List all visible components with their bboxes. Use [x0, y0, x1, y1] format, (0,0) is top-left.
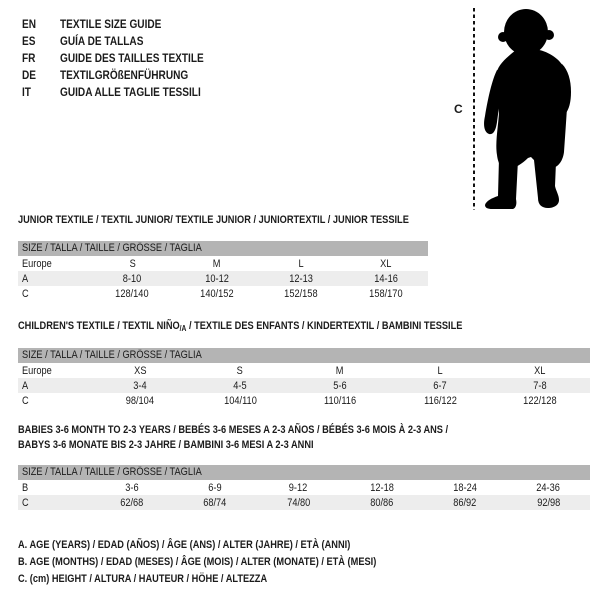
row-label-cell: A	[22, 272, 29, 285]
size-table	[18, 363, 590, 408]
value-cell: 98/104	[125, 394, 155, 407]
value-cell: 110/116	[323, 394, 357, 407]
language-row	[22, 84, 231, 101]
size-table-wrap	[18, 465, 590, 510]
value-cell: 24-36	[536, 481, 561, 494]
value-cell: 6-9	[208, 481, 222, 494]
value-cell: 7-8	[533, 379, 547, 392]
value-cell: 152/158	[284, 287, 318, 300]
value-cell: 9-12	[289, 481, 308, 494]
table-row	[18, 363, 590, 378]
value-cell: 12-18	[369, 481, 394, 494]
value-cell: XS	[133, 364, 147, 377]
value-cell: 18-24	[453, 481, 477, 494]
language-label: TEXTILE SIZE GUIDE	[60, 17, 162, 31]
value-cell: 116/122	[423, 394, 457, 407]
language-label: TEXTILGRÖßENFÜHRUNG	[60, 68, 189, 82]
value-cell: L	[437, 364, 443, 377]
value-cell: 158/170	[369, 287, 403, 300]
value-cell: 14-16	[373, 272, 398, 285]
size-table-header: SIZE / TALLA / TAILLE / GRÖSSE / TAGLIA	[18, 348, 590, 363]
size-table	[18, 256, 428, 301]
language-row	[22, 33, 231, 50]
size-table-wrap	[18, 241, 428, 301]
footnote-line: C. (cm) HEIGHT / ALTURA / HAUTEUR / HÖHE / ALTEZZA	[18, 573, 268, 585]
section-babies	[18, 423, 590, 510]
value-cell: 12-13	[289, 272, 314, 285]
footnotes	[18, 537, 445, 588]
value-cell: 68/74	[203, 496, 227, 509]
value-cell: 74/80	[286, 496, 310, 509]
value-cell: 5-6	[333, 379, 347, 392]
row-label-cell: C	[22, 496, 29, 509]
size-table-wrap	[18, 348, 590, 408]
language-row	[22, 50, 231, 67]
language-label: GUIDE DES TAILLES TEXTILE	[60, 51, 204, 65]
language-list	[22, 16, 231, 101]
subscript-text: /A	[179, 324, 187, 333]
value-cell: XL	[534, 364, 546, 377]
value-cell: 104/110	[223, 394, 257, 407]
height-measure-label: C	[454, 102, 463, 116]
value-cell: 86/92	[453, 496, 477, 509]
value-cell: S	[236, 364, 244, 377]
row-label-cell: Europe	[22, 257, 52, 270]
language-label: GUÍA DE TALLAS	[60, 34, 144, 48]
row-label-cell: B	[22, 481, 29, 494]
row-label-cell: C	[22, 394, 29, 407]
baby-silhouette-icon	[482, 8, 594, 212]
value-cell: 128/140	[115, 287, 149, 300]
table-row	[18, 271, 428, 286]
language-label: GUIDA ALLE TAGLIE TESSILI	[60, 85, 201, 99]
value-cell: 140/152	[200, 287, 234, 300]
language-code: ES	[22, 34, 36, 48]
section-title: JUNIOR TEXTILE / TEXTIL JUNIOR/ TEXTILE JUNIOR / JUNIORTEXTIL / JUNIOR TESSILE	[18, 214, 409, 226]
value-cell: L	[298, 257, 304, 270]
value-cell: 80/86	[370, 496, 394, 509]
table-row	[18, 286, 428, 301]
table-row	[18, 393, 590, 408]
value-cell: M	[336, 364, 344, 377]
value-cell: XL	[380, 257, 392, 270]
language-row	[22, 67, 231, 84]
value-cell: 6-7	[433, 379, 447, 392]
row-label-cell: Europe	[22, 364, 52, 377]
section-junior	[18, 213, 428, 301]
language-code: FR	[22, 51, 36, 65]
row-label-cell: C	[22, 287, 29, 300]
language-code: EN	[22, 17, 37, 31]
footnote-line: B. AGE (MONTHS) / EDAD (MESES) / ÂGE (MOIS) / ALTER (MONATE) / ETÀ (MESI)	[18, 556, 377, 568]
size-table-header: SIZE / TALLA / TAILLE / GRÖSSE / TAGLIA	[18, 241, 428, 256]
footnote-line: A. AGE (YEARS) / EDAD (AÑOS) / ÂGE (ANS) / ALTER (JAHRE) / ETÀ (ANNI)	[18, 539, 351, 551]
value-cell: 3-6	[124, 481, 139, 494]
value-cell: 10-12	[204, 272, 229, 285]
table-row	[18, 495, 590, 510]
value-cell: M	[212, 257, 221, 270]
value-cell: 3-4	[133, 379, 147, 392]
language-code: DE	[22, 68, 37, 82]
table-row	[18, 256, 428, 271]
table-row	[18, 480, 590, 495]
height-figure	[452, 6, 594, 214]
language-code: IT	[22, 85, 31, 99]
size-table	[18, 480, 590, 510]
height-dashed-line	[472, 8, 476, 210]
value-cell: 8-10	[122, 272, 142, 285]
value-cell: 122/128	[523, 394, 557, 407]
size-table-header: SIZE / TALLA / TAILLE / GRÖSSE / TAGLIA	[18, 465, 590, 480]
value-cell: 4-5	[233, 379, 247, 392]
language-row	[22, 16, 231, 33]
value-cell: 62/68	[120, 496, 144, 509]
row-label-cell: A	[22, 379, 29, 392]
value-cell: 92/98	[536, 496, 560, 509]
value-cell: S	[129, 257, 136, 270]
section-children	[18, 319, 590, 408]
section-title: BABIES 3-6 MONTH TO 2-3 YEARS / BEBÉS 3-6 MESES A 2-3 AÑOS / BÉBÉS 3-6 MOIS À 2-3 ANS / BABYS 3-6 MONATE BIS 2-3 JAHRE / BAMBINI 3-6 MESI A 2-3 ANNI	[18, 424, 449, 451]
table-row	[18, 378, 590, 393]
section-title: CHILDREN'S TEXTILE / TEXTIL $NIÑO_{/A}$ / TEXTILE DES ENFANTS / KINDERTEXTIL / BAMBINI TESSILE	[18, 320, 463, 333]
